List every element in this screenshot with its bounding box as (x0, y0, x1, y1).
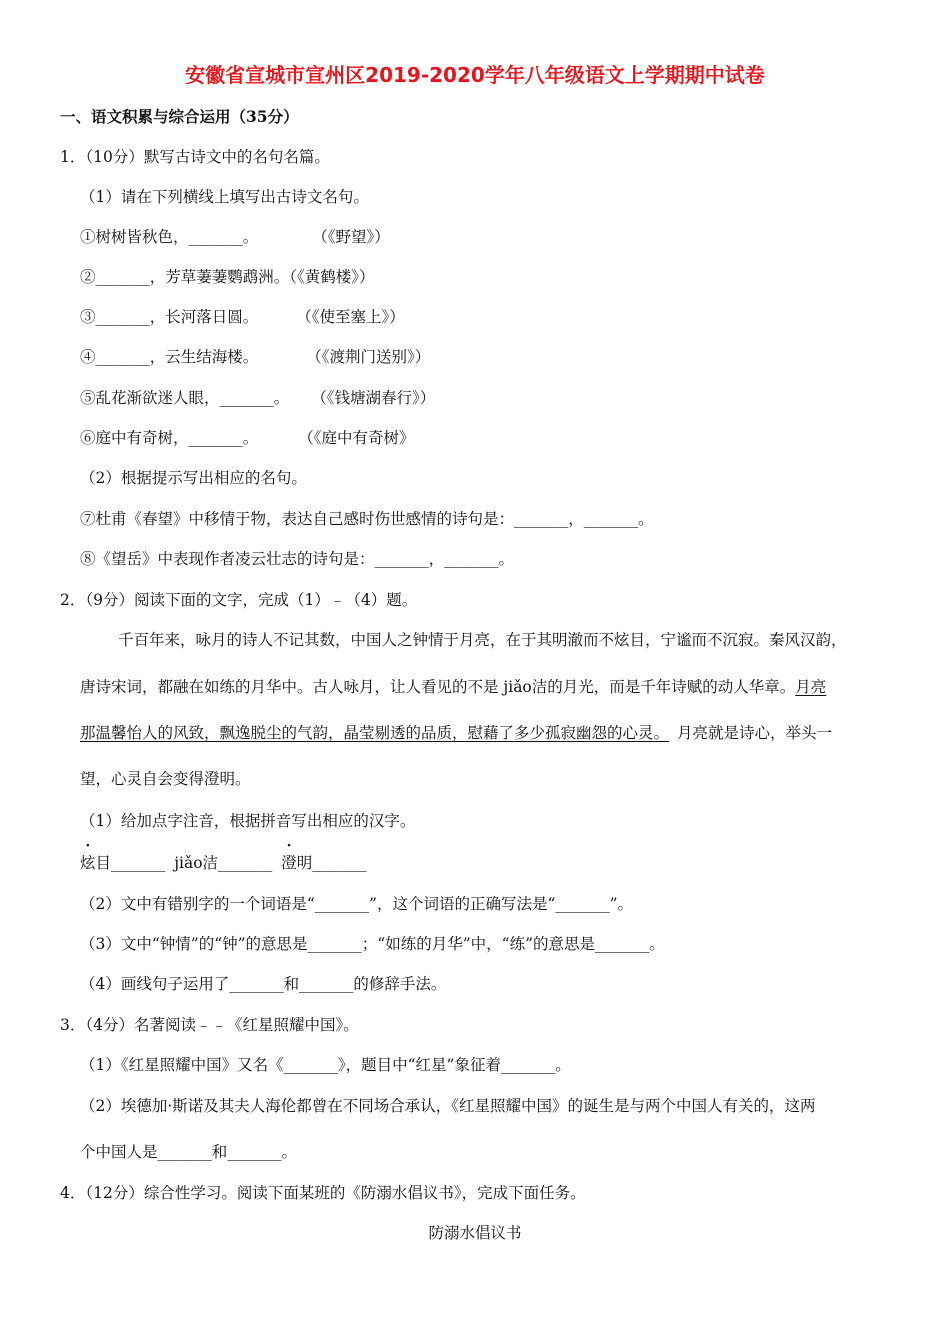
pinyin-item (174, 852, 272, 874)
q1-item (80, 266, 375, 288)
q2-sub3: （3）文中“钟情”的“钟”的意思是_______；“如练的月华”中，“练”的意思是_______。 (80, 935, 665, 953)
q2-passage-line (80, 676, 826, 698)
q1-item-text: ③_______，长河落日圆。 (80, 308, 259, 326)
q1-item7: ⑦杜甫《春望》中移情于物，表达自己感时伤世感情的诗句是：_______，_______。 (80, 510, 654, 528)
q1-item-source: （《渡荆门送别》） (306, 348, 431, 366)
q3-sub1: （1）《红星照耀中国》又名《_______》，题目中“红星”象征着_______。 (80, 1056, 571, 1074)
q1-item (80, 226, 390, 248)
pinyin-item (281, 852, 366, 874)
q2-pinyin-row (80, 852, 367, 874)
section-heading: 一、语文积累与综合运用（35分） (60, 107, 299, 126)
q2-passage-line: 千百年来，咏月的诗人不记其数，中国人之钟情于月亮，在于其明澈而不炫目，宁谧而不沉寂。秦风汉韵， (118, 631, 847, 649)
q1-item (80, 427, 415, 449)
q2-underlined-sentence: 那温馨怡人的风致，飘逸脱尘的气韵，晶莹剔透的品质，慰藉了多少孤寂幽怨的心灵。 (80, 724, 670, 742)
q2-stem: 2．（9分）阅读下面的文字，完成（1）﹣（4）题。 (60, 591, 418, 609)
q3-stem: 3．（4分）名著阅读﹣﹣《红星照耀中国》。 (60, 1016, 359, 1034)
q2-sub1: （1）给加点字注音，根据拼音写出相应的汉字。 (80, 812, 416, 830)
q1-item-source: （《野望》） (312, 228, 390, 246)
q2-sub4: （4）画线句子运用了_______和_______的修辞手法。 (80, 975, 447, 993)
q4-document-title: 防溺水倡议书 (428, 1224, 522, 1242)
page-title: 安徽省宣城市宣州区2019-2020学年八年级语文上学期期中试卷 (185, 63, 765, 87)
q2-passage-text: 月亮就是诗心，举头一 (677, 724, 833, 742)
q1-item (80, 306, 405, 328)
q1-item-text: ①树树皆秋色，_______。 (80, 228, 259, 246)
q2-passage-text: 唐诗宋词，都融在如练的月华中。古人咏月，让人看见的不是 jiǎo洁的月光，而是千年诗赋的动人华章。 (80, 678, 796, 696)
q2-sub2: （2）文中有错别字的一个词语是“_______”，这个词语的正确写法是“_______”。 (80, 895, 634, 913)
q2-passage-line (80, 722, 832, 744)
q2-underlined-sentence: 月亮 (795, 678, 827, 696)
pinyin-item (80, 854, 165, 872)
q1-item-source: （《使至塞上》） (296, 308, 405, 326)
dotted-char: 澄 (281, 854, 297, 872)
q1-item-text: ④_______，云生结海楼。 (80, 348, 259, 366)
q1-item-source: （《钱塘湖春行》） (311, 389, 436, 407)
q1-stem: 1．（10分）默写古诗文中的名句名篇。 (60, 148, 330, 166)
pinyin-item-rest: 明_______ (296, 854, 367, 872)
pinyin-item-rest: 目_______ (95, 854, 166, 872)
dotted-char: 炫 (80, 854, 96, 872)
q1-item8: ⑧《望岳》中表现作者凌云壮志的诗句是：_______，_______。 (80, 550, 515, 568)
q1-part1: （1）请在下列横线上填写出古诗文名句。 (80, 188, 369, 206)
q1-item-source: （《庭中有奇树》 (298, 429, 415, 447)
q3-sub2-continued: 个中国人是_______和_______。 (80, 1143, 298, 1161)
q2-passage-line: 望，心灵自会变得澄明。 (80, 770, 251, 788)
q3-sub2: （2）埃德加·斯诺及其夫人海伦都曾在不同场合承认，《红星照耀中国》的诞生是与两个中国人有关的，这两 (80, 1097, 816, 1115)
pinyin-item-rest: jiǎo洁_______ (174, 854, 273, 872)
q1-item-text: ⑥庭中有奇树，_______。 (80, 429, 259, 447)
q1-item (80, 346, 430, 368)
q1-item-text: ②_______，芳草萋萋鹦鹉洲。（《黄鹤楼》） (80, 268, 375, 286)
q1-item-text: ⑤乱花渐欲迷人眼，_______。 (80, 389, 290, 407)
q1-item (80, 387, 435, 409)
q4-stem: 4．（12分）综合性学习。阅读下面某班的《防溺水倡议书》，完成下面任务。 (60, 1184, 586, 1202)
q1-part2: （2）根据提示写出相应的名句。 (80, 469, 307, 487)
